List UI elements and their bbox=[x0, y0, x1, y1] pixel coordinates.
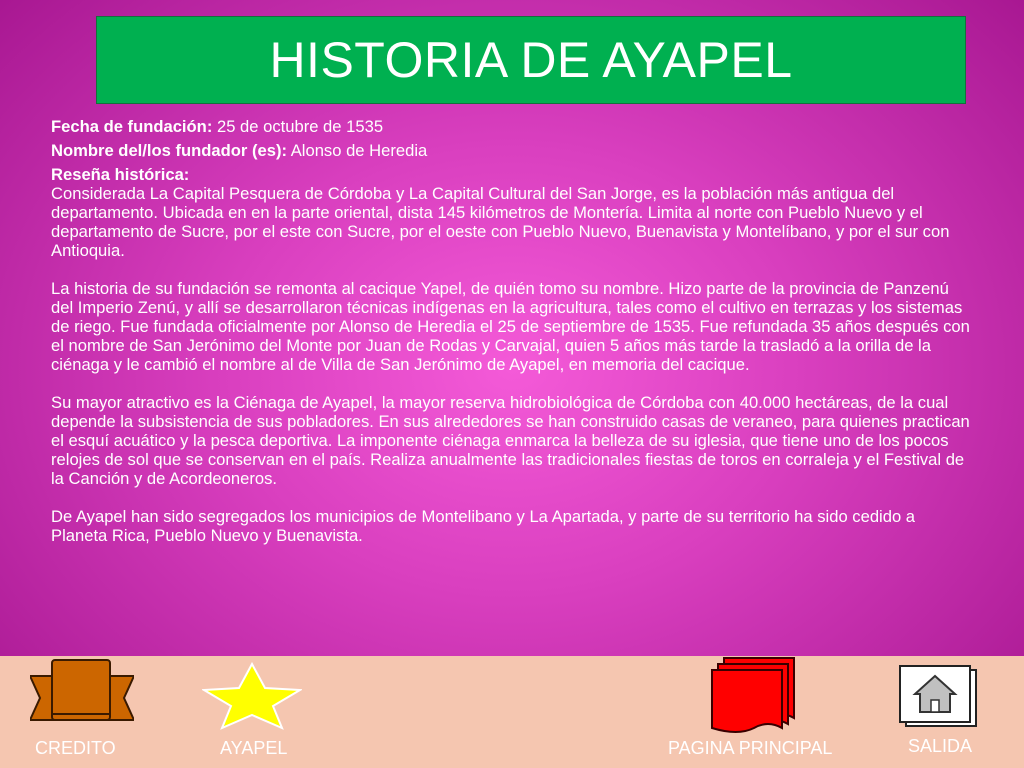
salida-button[interactable] bbox=[890, 656, 990, 768]
fundador-value: Alonso de Heredia bbox=[290, 141, 428, 160]
resena-paragraph-1: Considerada La Capital Pesquera de Córdoba y La Capital Cultural del San Jorge, es la población más antigua del departamento. Ubicada en en la parte oriental, dista 145 kilómetros de Montería. Limita al norte con Pueblo Nuevo y el departamento de Sucre, por el este con Sucre, por el oeste con Pueblo Nuevo, Buenavista y Montelíbano, y por el sur con Antioquia. bbox=[51, 184, 950, 260]
title-bar bbox=[96, 16, 966, 104]
pagina-principal-button[interactable] bbox=[660, 656, 865, 768]
fecha-value: 25 de octubre de 1535 bbox=[216, 117, 384, 136]
content-area bbox=[51, 117, 973, 545]
resena-paragraph-2: La historia de su fundación se remonta al cacique Yapel, de quién tomo su nombre. Hizo parte de la provincia de Panzenú del Imperio Zenú, y allí se desarrollaron técnicas indígenas en la agricultura, tales como el cultivo en terrazas y los sistemas de riego. Fue fundada oficialmente por Alonso de Heredia el 25 de septiembre de 1535. Fue refundada 35 años después con el nombre de San Jerónimo del Monte por Juan de Rodas y Carvajal, quien 5 años más tarde la trasladó a la orilla de la ciénaga y le cambió el nombre al de Villa de San Jerónimo de Ayapel, en memoria del cacique. bbox=[51, 279, 970, 374]
ayapel-button[interactable] bbox=[195, 656, 315, 768]
star-icon bbox=[202, 662, 302, 730]
fecha-label: Fecha de fundación: bbox=[51, 117, 213, 136]
credito-button[interactable] bbox=[20, 656, 150, 768]
resena-paragraph-3: Su mayor atractivo es la Ciénaga de Ayapel, la mayor reserva hidrobiológica de Córdoba con 40.000 hectáreas, de la cual depende la subsistencia de sus pobladores. En sus alrededores se han construido casas de veraneo, para quienes practican el esquí acuático y la pesca deportiva. La imponente ciénaga enmarca la belleza de su iglesia, que tiene uno de los pocos relojes de sol que se conservan en el país. Realiza anualmente las tradicionales fiestas de toros en corraleja y el Festival de la Canción y de Acordeoneros. bbox=[51, 393, 970, 488]
credito-label: CREDITO bbox=[35, 738, 116, 758]
salida-label: SALIDA bbox=[908, 736, 973, 756]
documents-stack-icon bbox=[710, 656, 800, 736]
pagina-principal-label: PAGINA PRINCIPAL bbox=[668, 738, 833, 758]
footer-nav bbox=[0, 656, 1024, 768]
resena-paragraph-4: De Ayapel han sido segregados los municipios de Montelibano y La Apartada, y parte de su territorio ha sido cedido a Planeta Rica, Pueblo Nuevo y Buenavista. bbox=[51, 507, 916, 545]
fundador-label: Nombre del/los fundador (es): bbox=[51, 141, 288, 160]
ayapel-label: AYAPEL bbox=[220, 738, 288, 758]
resena-label: Reseña histórica: bbox=[51, 165, 190, 184]
scroll-banner-icon bbox=[30, 658, 134, 728]
home-icon bbox=[898, 664, 978, 728]
fecha-line bbox=[51, 117, 973, 136]
page-title: HISTORIA DE AYAPEL bbox=[269, 32, 793, 88]
fundador-line bbox=[51, 141, 973, 160]
